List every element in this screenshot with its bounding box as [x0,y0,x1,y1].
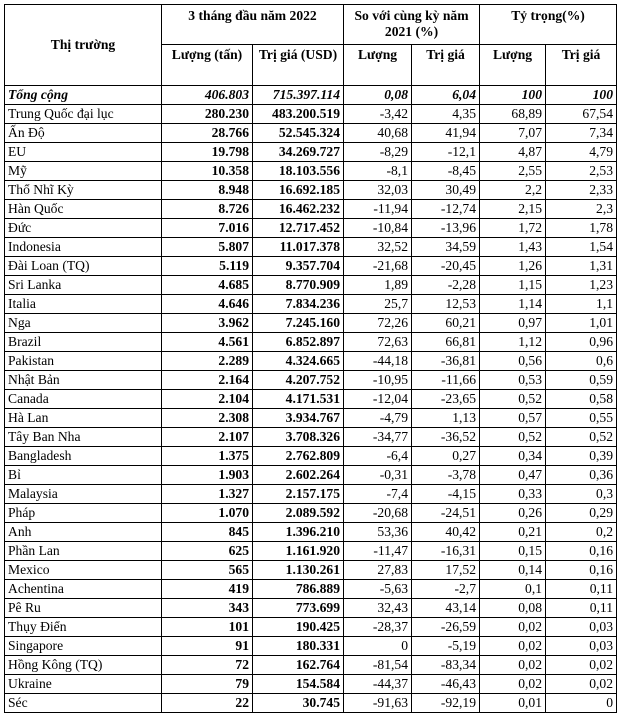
share-value-cell: 0,96 [546,333,617,352]
share-value-cell: 0,11 [546,580,617,599]
table-row [5,200,617,219]
table-row [5,314,617,333]
share-volume-cell: 0,08 [480,599,546,618]
share-value-cell: 1,31 [546,257,617,276]
share-value-cell: 2,3 [546,200,617,219]
compare-volume-cell: -8,1 [344,162,412,181]
market-name: Pháp [5,504,162,523]
table-row [5,219,617,238]
volume-cell: 5.807 [162,238,253,257]
value-cell: 7.834.236 [253,295,344,314]
table-row [5,656,617,675]
compare-value-cell: 30,49 [412,181,480,200]
table-row [5,466,617,485]
compare-value-cell: -5,19 [412,637,480,656]
market-name: Hàn Quốc [5,200,162,219]
value-cell: 2.602.264 [253,466,344,485]
volume-cell: 7.016 [162,219,253,238]
volume-cell: 419 [162,580,253,599]
share-volume-cell: 0,97 [480,314,546,333]
share-value-cell: 0,6 [546,352,617,371]
compare-volume-cell: -81,54 [344,656,412,675]
share-volume-cell: 0,57 [480,409,546,428]
table-row [5,694,617,713]
volume-cell: 4.561 [162,333,253,352]
value-cell: 1.161.920 [253,542,344,561]
share-value-cell: 1,1 [546,295,617,314]
share-volume-cell: 0,47 [480,466,546,485]
share-volume-cell: 0,01 [480,694,546,713]
market-name: Phần Lan [5,542,162,561]
compare-volume-cell: -5,63 [344,580,412,599]
share-value-cell: 4,79 [546,143,617,162]
share-value-cell: 2,53 [546,162,617,181]
compare-value-header: Trị giá [412,45,480,86]
table-row [5,485,617,504]
compare-value-cell: 0,27 [412,447,480,466]
share-value-cell: 0,58 [546,390,617,409]
compare-volume-cell: 53,36 [344,523,412,542]
share-value-cell: 0,59 [546,371,617,390]
volume-cell: 1.903 [162,466,253,485]
value-cell: 11.017.378 [253,238,344,257]
value-cell: 6.852.897 [253,333,344,352]
market-name: Italia [5,295,162,314]
compare-value-cell: -36,52 [412,428,480,447]
compare-volume-cell: -10,84 [344,219,412,238]
compare-value-cell: 43,14 [412,599,480,618]
share-volume-cell: 1,14 [480,295,546,314]
compare-volume-cell: -44,37 [344,675,412,694]
table-row [5,637,617,656]
volume-cell: 565 [162,561,253,580]
share-volume-cell: 0,15 [480,542,546,561]
value-cell: 3.708.326 [253,428,344,447]
value-cell: 2.762.809 [253,447,344,466]
compare-volume-cell: 32,43 [344,599,412,618]
volume-cell: 2.107 [162,428,253,447]
compare-value-cell: 17,52 [412,561,480,580]
table-row [5,580,617,599]
compare-value-cell: 6,04 [412,86,480,105]
volume-cell: 4.685 [162,276,253,295]
total-row [5,86,617,105]
share-volume-cell: 0,02 [480,675,546,694]
market-name: Nga [5,314,162,333]
table-row [5,599,617,618]
compare-volume-cell: 40,68 [344,124,412,143]
share-header: Tỷ trọng(%) [480,5,617,45]
value-cell: 190.425 [253,618,344,637]
market-name: Đài Loan (TQ) [5,257,162,276]
table-row [5,504,617,523]
share-volume-cell: 0,52 [480,390,546,409]
volume-cell: 19.798 [162,143,253,162]
compare-value-cell: -36,81 [412,352,480,371]
compare-volume-cell: 25,7 [344,295,412,314]
compare-volume-cell: 27,83 [344,561,412,580]
share-value-cell: 0,29 [546,504,617,523]
compare-volume-header: Lượng [344,45,412,86]
compare-value-cell: 12,53 [412,295,480,314]
volume-cell: 2.308 [162,409,253,428]
share-volume-cell: 1,43 [480,238,546,257]
share-volume-cell: 4,87 [480,143,546,162]
share-value-cell: 0,16 [546,561,617,580]
share-volume-cell: 1,15 [480,276,546,295]
volume-cell: 91 [162,637,253,656]
compare-value-cell: -13,96 [412,219,480,238]
share-value-cell: 7,34 [546,124,617,143]
share-volume-cell: 0,1 [480,580,546,599]
table-row [5,162,617,181]
value-cell: 715.397.114 [253,86,344,105]
compare-volume-cell: -8,29 [344,143,412,162]
market-name: Ukraine [5,675,162,694]
table-row [5,371,617,390]
table-row [5,675,617,694]
compare-value-cell: -16,31 [412,542,480,561]
value-cell: 1.130.261 [253,561,344,580]
share-value-cell: 0,52 [546,428,617,447]
value-cell: 18.103.556 [253,162,344,181]
compare-value-cell: -24,51 [412,504,480,523]
compare-value-cell: -11,66 [412,371,480,390]
share-volume-cell: 2,55 [480,162,546,181]
value-cell: 3.934.767 [253,409,344,428]
market-name: Indonesia [5,238,162,257]
compare-volume-cell: 72,26 [344,314,412,333]
value-cell: 2.089.592 [253,504,344,523]
share-volume-cell: 2,2 [480,181,546,200]
table-row [5,276,617,295]
share-value-cell: 100 [546,86,617,105]
compare-volume-cell: -44,18 [344,352,412,371]
market-name: Achentina [5,580,162,599]
market-name: Ấn Độ [5,124,162,143]
market-name: Malaysia [5,485,162,504]
compare-volume-cell: -21,68 [344,257,412,276]
share-volume-cell: 0,02 [480,656,546,675]
volume-cell: 79 [162,675,253,694]
volume-unit-header: Lượng (tấn) [162,45,253,86]
market-name: Thụy Điển [5,618,162,637]
compare-volume-cell: 1,89 [344,276,412,295]
compare-volume-cell: -3,42 [344,105,412,124]
market-name: EU [5,143,162,162]
value-cell: 4.171.531 [253,390,344,409]
share-value-cell: 0,16 [546,542,617,561]
value-cell: 773.699 [253,599,344,618]
share-value-cell: 0,36 [546,466,617,485]
table-row [5,523,617,542]
compare-value-cell: -12,74 [412,200,480,219]
value-cell: 12.717.452 [253,219,344,238]
value-cell: 16.692.185 [253,181,344,200]
value-cell: 786.889 [253,580,344,599]
table-row [5,333,617,352]
share-volume-cell: 0,02 [480,637,546,656]
value-cell: 483.200.519 [253,105,344,124]
value-cell: 4.324.665 [253,352,344,371]
value-cell: 7.245.160 [253,314,344,333]
market-name: Singapore [5,637,162,656]
share-value-cell: 1,23 [546,276,617,295]
compare-value-cell: -92,19 [412,694,480,713]
volume-cell: 2.289 [162,352,253,371]
compare-volume-cell: 32,52 [344,238,412,257]
volume-cell: 8.726 [162,200,253,219]
market-name: Canada [5,390,162,409]
share-value-cell: 0,2 [546,523,617,542]
share-value-cell: 0,3 [546,485,617,504]
compare-value-cell: -46,43 [412,675,480,694]
volume-cell: 1.375 [162,447,253,466]
compare-volume-cell: -12,04 [344,390,412,409]
volume-cell: 845 [162,523,253,542]
market-name: Sri Lanka [5,276,162,295]
table-row [5,618,617,637]
compare-volume-cell: -28,37 [344,618,412,637]
value-cell: 34.269.727 [253,143,344,162]
compare-value-cell: -12,1 [412,143,480,162]
compare-value-cell: -8,45 [412,162,480,181]
table-row [5,181,617,200]
market-name: Đức [5,219,162,238]
share-volume-cell: 100 [480,86,546,105]
share-volume-cell: 68,89 [480,105,546,124]
value-cell: 2.157.175 [253,485,344,504]
share-volume-cell: 1,26 [480,257,546,276]
value-unit-header: Trị giá (USD) [253,45,344,86]
market-name: Hồng Kông (TQ) [5,656,162,675]
volume-cell: 72 [162,656,253,675]
compare-volume-cell: -7,4 [344,485,412,504]
volume-cell: 101 [162,618,253,637]
compare-value-cell: 1,13 [412,409,480,428]
compare-value-cell: -23,65 [412,390,480,409]
share-volume-cell: 2,15 [480,200,546,219]
compare-value-cell: 40,42 [412,523,480,542]
value-cell: 16.462.232 [253,200,344,219]
volume-cell: 4.646 [162,295,253,314]
volume-cell: 2.104 [162,390,253,409]
share-volume-cell: 0,14 [480,561,546,580]
table-row [5,257,617,276]
period-header: 3 tháng đầu năm 2022 [162,5,344,45]
value-cell: 52.545.324 [253,124,344,143]
compare-value-cell: 60,21 [412,314,480,333]
table-row [5,295,617,314]
compare-header: So với cùng kỳ năm 2021 (%) [344,5,480,45]
share-value-cell: 0,03 [546,618,617,637]
table-row [5,238,617,257]
share-value-cell: 0,55 [546,409,617,428]
compare-volume-cell: 72,63 [344,333,412,352]
share-value-cell: 0,39 [546,447,617,466]
compare-value-cell: -83,34 [412,656,480,675]
value-cell: 154.584 [253,675,344,694]
compare-value-cell: 34,59 [412,238,480,257]
share-volume-cell: 0,21 [480,523,546,542]
compare-volume-cell: -20,68 [344,504,412,523]
share-volume-cell: 0,52 [480,428,546,447]
market-name: Tổng cộng [5,86,162,105]
compare-volume-cell: -0,31 [344,466,412,485]
share-value-cell: 0,11 [546,599,617,618]
table-row [5,143,617,162]
compare-volume-cell: 0,08 [344,86,412,105]
compare-value-cell: 41,94 [412,124,480,143]
value-cell: 30.745 [253,694,344,713]
compare-volume-cell: -10,95 [344,371,412,390]
compare-volume-cell: -6,4 [344,447,412,466]
share-value-cell: 67,54 [546,105,617,124]
compare-value-cell: -2,7 [412,580,480,599]
value-cell: 162.764 [253,656,344,675]
compare-volume-cell: 0 [344,637,412,656]
share-volume-cell: 0,53 [480,371,546,390]
market-name: Trung Quốc đại lục [5,105,162,124]
share-volume-cell: 0,26 [480,504,546,523]
volume-cell: 8.948 [162,181,253,200]
compare-value-cell: -2,28 [412,276,480,295]
share-value-cell: 0 [546,694,617,713]
market-name: Mỹ [5,162,162,181]
value-cell: 180.331 [253,637,344,656]
table-row [5,447,617,466]
volume-cell: 10.358 [162,162,253,181]
market-name: Pê Ru [5,599,162,618]
compare-value-cell: -4,15 [412,485,480,504]
volume-cell: 343 [162,599,253,618]
volume-cell: 1.327 [162,485,253,504]
compare-value-cell: 66,81 [412,333,480,352]
volume-cell: 28.766 [162,124,253,143]
table-row [5,390,617,409]
market-name: Hà Lan [5,409,162,428]
market-name: Séc [5,694,162,713]
compare-value-cell: -20,45 [412,257,480,276]
table-row [5,409,617,428]
compare-volume-cell: -11,94 [344,200,412,219]
value-cell: 4.207.752 [253,371,344,390]
compare-value-cell: 4,35 [412,105,480,124]
volume-cell: 625 [162,542,253,561]
share-value-cell: 0,03 [546,637,617,656]
compare-value-cell: -3,78 [412,466,480,485]
share-volume-cell: 0,02 [480,618,546,637]
volume-cell: 5.119 [162,257,253,276]
market-name: Tây Ban Nha [5,428,162,447]
market-name: Anh [5,523,162,542]
table-row [5,352,617,371]
volume-cell: 406.803 [162,86,253,105]
share-volume-cell: 1,12 [480,333,546,352]
volume-cell: 1.070 [162,504,253,523]
compare-volume-cell: -11,47 [344,542,412,561]
share-value-cell: 2,33 [546,181,617,200]
share-volume-cell: 0,33 [480,485,546,504]
market-header: Thị trường [5,5,162,86]
volume-cell: 280.230 [162,105,253,124]
volume-cell: 3.962 [162,314,253,333]
value-cell: 8.770.909 [253,276,344,295]
market-name: Nhật Bản [5,371,162,390]
value-cell: 9.357.704 [253,257,344,276]
compare-volume-cell: -34,77 [344,428,412,447]
share-value-cell: 0,02 [546,675,617,694]
share-volume-cell: 0,34 [480,447,546,466]
market-name: Brazil [5,333,162,352]
compare-volume-cell: 32,03 [344,181,412,200]
share-value-header: Trị giá [546,45,617,86]
market-name: Bangladesh [5,447,162,466]
table-row [5,542,617,561]
table-row [5,561,617,580]
share-value-cell: 1,01 [546,314,617,333]
share-volume-cell: 1,72 [480,219,546,238]
market-name: Pakistan [5,352,162,371]
share-value-cell: 0,02 [546,656,617,675]
share-value-cell: 1,54 [546,238,617,257]
table-row [5,124,617,143]
volume-cell: 2.164 [162,371,253,390]
market-table [4,4,617,713]
share-value-cell: 1,78 [546,219,617,238]
table-row [5,428,617,447]
market-name: Bỉ [5,466,162,485]
compare-volume-cell: -91,63 [344,694,412,713]
market-name: Thổ Nhĩ Kỳ [5,181,162,200]
compare-value-cell: -26,59 [412,618,480,637]
table-row [5,105,617,124]
value-cell: 1.396.210 [253,523,344,542]
market-name: Mexico [5,561,162,580]
share-volume-cell: 7,07 [480,124,546,143]
volume-cell: 22 [162,694,253,713]
share-volume-header: Lượng [480,45,546,86]
compare-volume-cell: -4,79 [344,409,412,428]
share-volume-cell: 0,56 [480,352,546,371]
